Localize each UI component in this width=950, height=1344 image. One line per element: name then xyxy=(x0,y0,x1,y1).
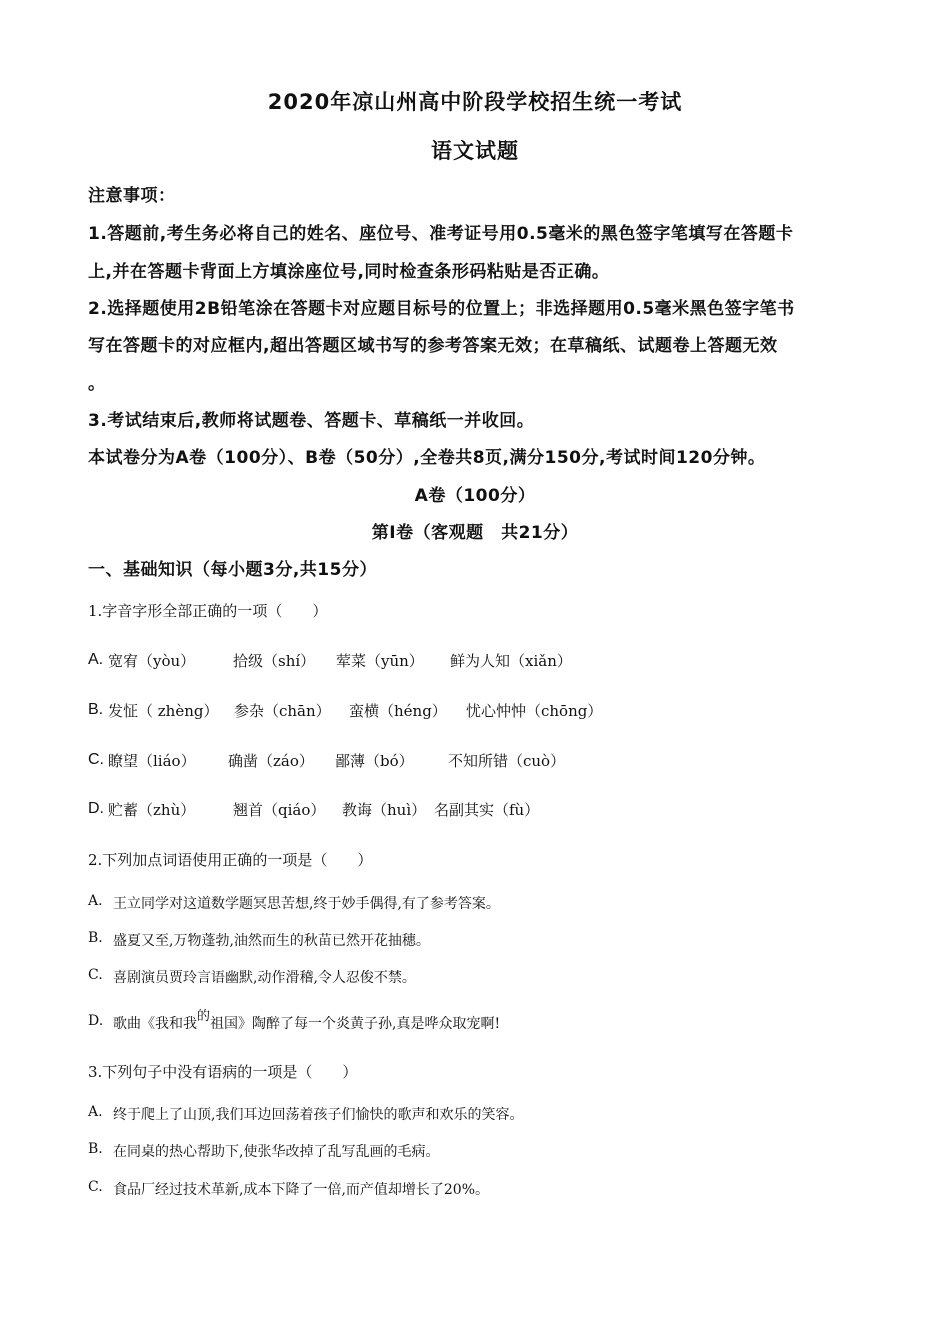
notice-line: 2.选择题使用2B铅笔涂在答题卡对应题目标号的位置上；非选择题用0.5毫米黑色签字笔书 xyxy=(88,299,795,319)
option-item: 翘首（qiáo） xyxy=(233,801,326,819)
option-item: 宽宥（yòu） xyxy=(108,652,196,670)
option-letter: A. xyxy=(88,651,104,668)
option-text: 终于爬上了山顶,我们耳边回荡着孩子们愉快的歌声和欢乐的笑容。 xyxy=(113,1107,524,1123)
option-item: 确凿（záo） xyxy=(228,752,314,770)
q3-option-b xyxy=(88,1141,440,1160)
notice-line: 本试卷分为A卷（100分）、B卷（50分）,全卷共8页,满分150分,考试时间120分钟。 xyxy=(88,448,766,468)
option-item: 瞭望（liáo） xyxy=(108,752,196,770)
notice-line: 上,并在答题卡背面上方填涂座位号,同时检查条形码粘贴是否正确。 xyxy=(88,262,610,282)
exam-subtitle: 语文试题 xyxy=(431,139,519,163)
option-letter: C. xyxy=(88,751,104,768)
option-letter: D. xyxy=(88,1013,104,1029)
option-text: 喜剧演员贾玲言语幽默,动作滑稽,令人忍俊不禁。 xyxy=(113,970,416,986)
notice-line: 3.考试结束后,教师将试题卷、答题卡、草稿纸一并收回。 xyxy=(88,411,535,431)
notice-line: 写在答题卡的对应框内,超出答题区域书写的参考答案无效；在草稿纸、试题卷上答题无效 xyxy=(88,336,778,356)
q2-option-d xyxy=(88,1009,501,1032)
option-letter: B. xyxy=(88,930,103,946)
notice-line: 。 xyxy=(88,374,106,394)
option-item: 贮蓄（zhù） xyxy=(108,801,196,819)
option-letter: B. xyxy=(88,701,104,718)
option-letter: B. xyxy=(88,1141,103,1157)
option-item: 名副其实（fù） xyxy=(434,801,540,819)
q2-option-a xyxy=(88,893,500,912)
option-text: 盛夏又至,万物蓬勃,油然而生的秋苗已然开花抽穗。 xyxy=(113,933,430,949)
question-1-stem: 1.字音字形全部正确的一项（ ） xyxy=(88,602,328,620)
option-text: 食品厂经过技术革新,成本下降了一倍,而产值却增长了20%。 xyxy=(113,1182,490,1198)
notice-heading: 注意事项： xyxy=(88,186,176,206)
option-text-after: 祖国》陶醉了每一个炎黄子孙,真是哗众取宠啊! xyxy=(210,1016,501,1032)
option-item: 教诲（huì） xyxy=(342,801,427,819)
volume-a-heading: A卷（100分） xyxy=(414,486,536,506)
option-item: 拾级（shí） xyxy=(233,652,316,670)
option-item: 忧心忡忡（chōng） xyxy=(466,702,603,720)
q2-option-b xyxy=(88,930,430,949)
option-letter: D. xyxy=(88,800,104,817)
question-3-stem: 3.下列句子中没有语病的一项是（ ） xyxy=(88,1063,358,1081)
q1-option-b xyxy=(88,700,603,720)
question-2-stem: 2.下列加点词语使用正确的一项是（ ） xyxy=(88,851,373,869)
option-text: 在同桌的热心帮助下,使张华改掉了乱写乱画的毛病。 xyxy=(113,1144,440,1160)
option-item: 蛮横（héng） xyxy=(349,702,447,720)
notice-line: 1.答题前,考生务必将自己的姓名、座位号、准考证号用0.5毫米的黑色签字笔填写在答题卡 xyxy=(88,224,794,244)
option-text-wrap xyxy=(113,1009,501,1033)
option-letter: C. xyxy=(88,1179,103,1195)
section-basic-heading: 一、基础知识（每小题3分,共15分） xyxy=(88,560,377,580)
option-item: 发怔（ zhèng） xyxy=(108,702,219,720)
q3-option-a xyxy=(88,1104,524,1123)
option-text-sup: 的 xyxy=(197,1009,211,1024)
q3-option-c xyxy=(88,1179,490,1198)
q1-option-d xyxy=(88,799,540,819)
part-one-heading: 第Ⅰ卷（客观题 共21分） xyxy=(371,523,579,543)
option-text: 王立同学对这道数学题冥思苦想,终于妙手偶得,有了参考答案。 xyxy=(113,896,500,912)
option-letter: A. xyxy=(88,893,103,909)
option-item: 参杂（chān） xyxy=(234,702,331,720)
option-item: 鄙薄（bó） xyxy=(335,752,414,770)
q1-option-c xyxy=(88,750,566,770)
option-letter: A. xyxy=(88,1104,103,1120)
option-text-before: 歌曲《我和我 xyxy=(113,1016,197,1032)
option-letter: C. xyxy=(88,967,103,983)
option-item: 荤菜（yūn） xyxy=(336,652,424,670)
q2-option-c xyxy=(88,967,416,986)
option-item: 不知所错（cuò） xyxy=(448,752,566,770)
exam-title: 2020年凉山州高中阶段学校招生统一考试 xyxy=(267,90,683,114)
q1-option-a xyxy=(88,650,572,670)
option-item: 鲜为人知（xiǎn） xyxy=(450,652,572,670)
